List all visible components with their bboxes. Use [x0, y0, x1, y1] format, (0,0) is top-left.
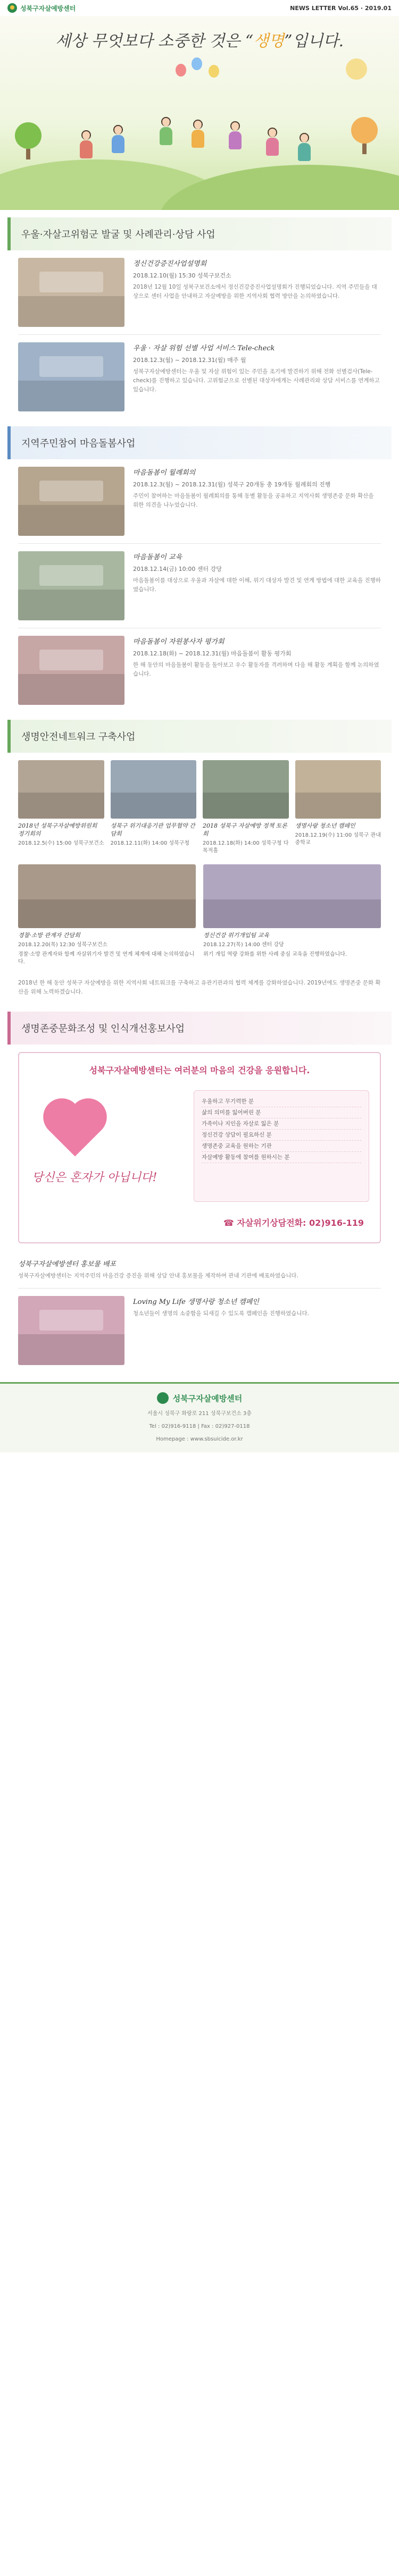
- item-title: 정신건강증진사업설명회: [133, 260, 207, 268]
- poster-list-item: 우울하고 무기력한 분: [202, 1096, 361, 1107]
- person-figure: [160, 117, 172, 145]
- section-high-risk: [7, 217, 392, 419]
- person-figure: [266, 128, 279, 156]
- footer-org: 성북구자살예방센터: [172, 1393, 243, 1403]
- photo-grid: [7, 753, 392, 857]
- item-title: 경찰·소방 관계자 간담회: [18, 932, 80, 939]
- brand[interactable]: [7, 3, 76, 13]
- hotline-number[interactable]: ☎ 자살위기상담전화: 02)916-119: [223, 1218, 364, 1228]
- item-date: 2018.12.20(목) 12:30 성북구보건소: [18, 942, 107, 948]
- grid-item: [111, 760, 197, 855]
- event-photo: [111, 760, 197, 819]
- event-photo: [18, 1296, 124, 1365]
- event-photo: [295, 760, 381, 819]
- item-date: 2018.12.10(월) 15:30 성북구보건소: [133, 272, 231, 279]
- poster-slogan: 당신은 혼자가 아닙니다!: [32, 1171, 157, 1184]
- item-body: 마음돌봄이를 대상으로 우울과 자살에 대한 이해, 위기 대상자 발견 및 연계 방법에 대한 교육을 진행하였습니다.: [133, 577, 381, 593]
- event-photo: [18, 342, 124, 411]
- poster-list-item: 자살예방 활동에 참여를 원하시는 분: [202, 1152, 361, 1163]
- item-body: 위기 개입 역량 강화를 위한 사례 중심 교육을 진행하였습니다.: [203, 952, 347, 957]
- section-title: 지역주민참여 마음돌봄사업: [7, 426, 392, 459]
- poster-list-item: 생명존중 교육을 원하는 기관: [202, 1141, 361, 1152]
- hero-banner: [0, 16, 399, 210]
- footer-address: 서울시 성북구 화랑로 211 성북구보건소 3층: [147, 1411, 252, 1417]
- hero-title-highlight: 생명: [253, 32, 285, 50]
- poster-list-item: 삶의 의미를 잃어버린 분: [202, 1107, 361, 1118]
- stack-item: [18, 864, 196, 966]
- poster-title: 성북구자살예방센터는 여러분의 마음의 건강을 응원합니다.: [89, 1065, 310, 1075]
- item-date: 2018.12.18(화) ~ 2018.12.31(월) 마음돌봄이 활동 평가회: [133, 650, 292, 657]
- footer: [0, 1382, 399, 1452]
- section-network: [7, 720, 392, 1004]
- section-community-care: [7, 426, 392, 712]
- poster-list-item: 가족이나 지인을 자살로 잃은 분: [202, 1118, 361, 1130]
- item-title: 2018년 성북구자살예방위원회 정기회의: [18, 822, 97, 837]
- person-figure: [192, 120, 204, 148]
- item-title: 우울 · 자살 위험 선별 사업 서비스 Tele-check: [133, 344, 275, 352]
- sun-icon: [346, 58, 367, 80]
- grid-item: [18, 760, 104, 855]
- section-summary: 2018년 한 해 동안 성북구 자살예방을 위한 지역사회 네트워크를 구축하고 유관기관과의 협력 체계를 강화하였습니다. 2019년에도 생명존중 문화 확산을 위해 노력하겠습니다.: [18, 980, 381, 995]
- item-title: 성북구 위기대응기관 업무협약 간담회: [110, 822, 195, 837]
- tree-icon: [351, 117, 378, 154]
- news-item: [7, 544, 392, 628]
- item-title: 마음돌봄이 월례회의: [133, 469, 196, 477]
- item-date: 2018.12.5(수) 15:00 성북구보건소: [18, 840, 104, 846]
- item-title: 2018 성북구 자살예방 정책 토론회: [203, 822, 287, 837]
- footer-contact: Tel : 02)916-9118 | Fax : 02)927-0118: [149, 1424, 250, 1429]
- event-photo: [18, 258, 124, 327]
- item-date: 2018.12.14(금) 10:00 센터 강당: [133, 566, 222, 573]
- news-item: [7, 250, 392, 334]
- event-photo: [18, 467, 124, 536]
- tree-icon: [15, 122, 41, 159]
- item-body: 성북구자살예방센터는 우울 및 자살 위험이 있는 주민을 조기에 발견하기 위해 전화 선별검사(Tele-check)를 진행하고 있습니다. 고위험군으로 선별된 대상자에게는 사례관리와 상담 서비스를 연계하고 있습니다.: [133, 368, 380, 393]
- person-figure: [298, 133, 311, 161]
- item-body: 경찰·소방 관계자와 함께 자살위기자 발견 및 연계 체계에 대해 논의하였습니다.: [18, 952, 195, 965]
- org-name: 성북구자살예방센터: [20, 4, 76, 12]
- item-body: 청소년들이 생명의 소중함을 되새길 수 있도록 캠페인을 진행하였습니다.: [133, 1310, 309, 1317]
- item-title: 생명사랑 청소년 캠페인: [295, 822, 355, 829]
- hero-title-part: 세상 무엇보다 소중한 것은 “: [55, 32, 254, 50]
- event-photo: [18, 551, 124, 620]
- balloon-icon: [176, 64, 186, 77]
- footer-logo[interactable]: [157, 1392, 242, 1404]
- news-item: [7, 1251, 392, 1288]
- item-title: Loving My Life 생명사랑 청소년 캠페인: [133, 1298, 259, 1306]
- item-body: 주민이 참여하는 마음돌봄이 월례회의를 통해 동별 활동을 공유하고 지역사회 생명존중 문화 확산을 위한 의견을 나누었습니다.: [133, 493, 374, 508]
- item-date: 2018.12.3(월) ~ 2018.12.31(월) 매주 월: [133, 357, 246, 364]
- footer-homepage[interactable]: Homepage : www.sbsuicide.or.kr: [156, 1436, 243, 1442]
- campaign-poster: [18, 1052, 381, 1243]
- hill-shape: [160, 165, 399, 210]
- item-body: 한 해 동안의 마음돌봄이 활동을 돌아보고 우수 활동자를 격려하며 다음 해 활동 계획을 함께 논의하였습니다.: [133, 662, 379, 677]
- item-body: 2018년 12월 10일 성북구보건소에서 정신건강증진사업설명회가 진행되었습니다. 지역 주민들을 대상으로 센터 사업을 안내하고 자살예방을 위한 지역사회 협력 방안을 논의하였습니다.: [133, 284, 377, 299]
- person-figure: [112, 125, 124, 153]
- stack-item: [203, 864, 381, 966]
- item-date: 2018.12.18(화) 14:00 성북구청 다목적홀: [203, 840, 289, 854]
- event-photo: [18, 760, 104, 819]
- logo-icon: [157, 1392, 169, 1404]
- item-body: 성북구자살예방센터는 지역주민의 마음건강 증진을 위해 상담 안내 홍보물을 제작하여 관내 기관에 배포하였습니다.: [18, 1273, 298, 1279]
- item-title: 성북구자살예방센터 홍보물 배포: [18, 1260, 117, 1268]
- item-title: 마음돌봄이 교육: [133, 553, 182, 561]
- item-date: 2018.12.27(목) 14:00 센터 강당: [203, 942, 284, 948]
- poster-list-item: 정신건강 상담이 필요하신 분: [202, 1130, 361, 1141]
- item-title: 정신건강 위기개입팀 교육: [203, 932, 269, 939]
- item-title: 마음돌봄이 자원봉사자 평가회: [133, 638, 225, 646]
- person-figure: [229, 121, 242, 149]
- poster-list: [194, 1090, 369, 1202]
- balloon-icon: [209, 65, 219, 78]
- event-photo: [203, 864, 381, 928]
- item-date: 2018.12.19(수) 11:00 성북구 관내 중학교: [295, 832, 381, 846]
- event-photo: [18, 864, 196, 928]
- grid-item: [295, 760, 381, 855]
- section-awareness: [7, 1012, 392, 1373]
- event-photo: [18, 636, 124, 705]
- person-figure: [80, 130, 93, 158]
- photo-stack: [7, 857, 392, 973]
- grid-item: [203, 760, 289, 855]
- news-item: [7, 335, 392, 419]
- news-item: [7, 628, 392, 712]
- heart-icon: [49, 1104, 102, 1157]
- section-title: 우울·자살고위험군 발굴 및 사례관리·상담 사업: [7, 217, 392, 250]
- section-title: 생명존중문화조성 및 인식개선홍보사업: [7, 1012, 392, 1045]
- hero-title-part: ”입니다.: [284, 32, 344, 50]
- topbar: [0, 0, 399, 16]
- logo-icon: [7, 3, 17, 13]
- item-date: 2018.12.3(월) ~ 2018.12.31(월) 성북구 20개동 총 19개동 월례회의 진행: [133, 481, 331, 488]
- hero-title: [0, 28, 399, 51]
- event-photo: [203, 760, 289, 819]
- section-title: 생명안전네트워크 구축사업: [7, 720, 392, 753]
- news-item: [7, 459, 392, 543]
- balloon-icon: [192, 57, 202, 70]
- item-date: 2018.12.11(화) 14:00 성북구청: [110, 840, 190, 846]
- newsletter-info: NEWS LETTER Vol.65 · 2019.01: [290, 4, 392, 12]
- news-item: [7, 1289, 392, 1373]
